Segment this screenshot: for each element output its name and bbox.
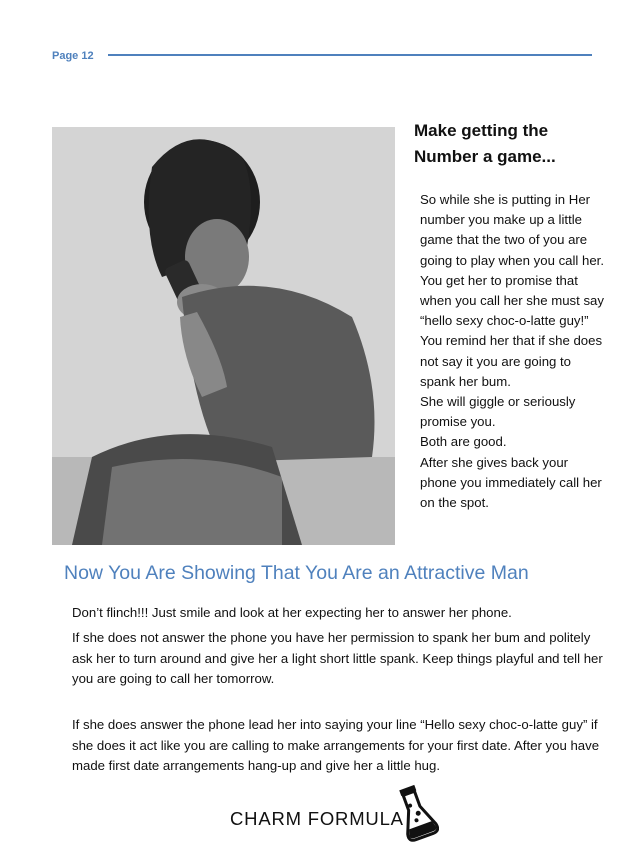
sidebar-heading-line-2: Number a game... — [414, 147, 556, 166]
header-divider — [108, 54, 592, 56]
sidebar-heading — [414, 118, 614, 170]
sidebar-body — [420, 190, 604, 513]
woman-on-phone-photo — [52, 127, 395, 545]
body-paragraph — [72, 715, 612, 777]
test-tube-flask-icon — [393, 782, 439, 849]
sidebar-paragraph: You get her to promise that when you call her she must say “hello sexy choc-o-latte guy!” — [420, 272, 604, 329]
sidebar-paragraph: She will giggle or seriously promise you. — [420, 394, 576, 430]
section-heading: Now You Are Showing That You Are an Attractive Man — [64, 562, 529, 584]
footer-logo-text: CHARM FORMULA — [230, 808, 404, 829]
body-paragraph-text: If she does answer the phone lead her into saying your line “Hello sexy choc-o-latte guy” if she does it act like you are calling to make arrangements for your first date. After you have made first date arrangements hang-up and give her a little hug. — [72, 717, 600, 773]
sidebar-paragraph: So while she is putting in Her number you make up a little game that the two of you are going to play when you call her. — [420, 192, 605, 268]
sidebar-paragraph: Both are good. — [420, 434, 507, 450]
page-number-label: Page 12 — [52, 50, 94, 62]
sidebar-heading-line-1: Make getting the — [414, 121, 549, 140]
body-paragraph-text: If she does not answer the phone you have her permission to spank her bum and politely ask her to turn around and give her a light short little spank. Keep things playful and tell her you are going to call her tomorrow. — [72, 630, 603, 686]
body-paragraph-text: Don’t flinch!!! Just smile and look at her expecting her to answer her phone. — [72, 605, 512, 620]
sidebar-paragraph: You remind her that if she does not say it you are going to spank her bum. — [420, 333, 603, 389]
sidebar-paragraph: After she gives back your phone you immediately call her on the spot. — [420, 454, 602, 511]
body-paragraph — [72, 603, 612, 624]
body-paragraph — [72, 628, 612, 690]
